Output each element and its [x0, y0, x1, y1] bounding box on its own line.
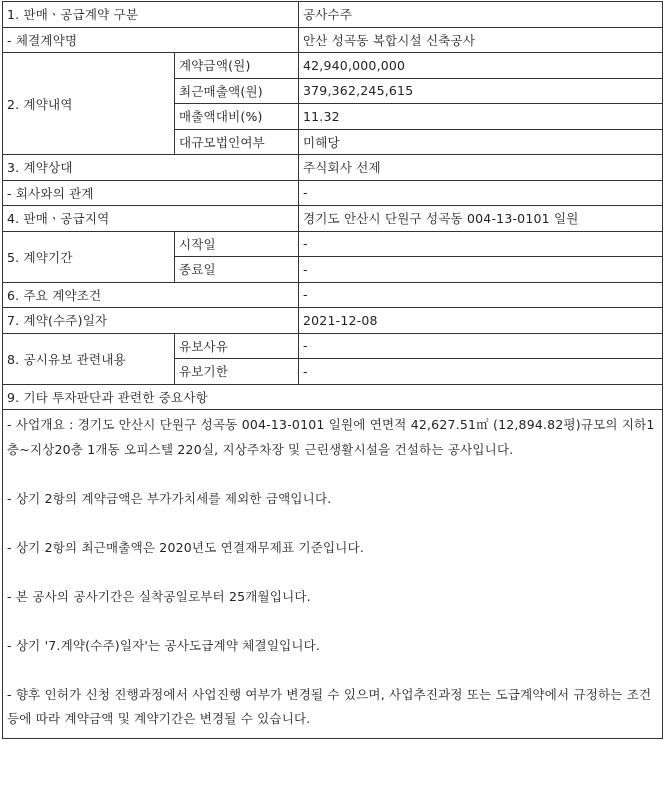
contract-details-label: 2. 계약내역: [3, 53, 175, 155]
relation-label: - 회사와의 관계: [3, 180, 299, 206]
note-paragraph: - 상기 '7.계약(수주)일자'는 공사도급계약 체결일입니다.: [7, 637, 321, 653]
end-date-value: -: [299, 257, 663, 283]
contract-period-label: 5. 계약기간: [3, 231, 175, 282]
large-corp-label: 대규모법인여부: [175, 129, 299, 155]
recent-sales-label: 최근매출액(원): [175, 78, 299, 104]
deferral-label: 8. 공시유보 관련내용: [3, 333, 175, 384]
row-contract-name: [3, 27, 663, 53]
contract-amount-label: 계약금액(원): [175, 53, 299, 79]
contract-disclosure-table: [2, 1, 663, 739]
contract-name-label: - 체결계약명: [3, 27, 299, 53]
row-counterparty: [3, 155, 663, 181]
region-value: 경기도 안산시 단원구 성곡동 004-13-0101 일원: [299, 206, 663, 232]
note-paragraph: - 상기 2항의 최근매출액은 2020년도 연결재무제표 기준입니다.: [7, 539, 365, 555]
contract-date-value: 2021-12-08: [299, 308, 663, 334]
note-paragraph: - 상기 2항의 계약금액은 부가가치세를 제외한 금액입니다.: [7, 490, 332, 506]
note-paragraph: - 본 공사의 공사기간은 실착공일로부터 25개월입니다.: [7, 588, 311, 604]
conditions-label: 6. 주요 계약조건: [3, 282, 299, 308]
end-date-label: 종료일: [175, 257, 299, 283]
row-region: [3, 206, 663, 232]
large-corp-value: 미해당: [299, 129, 663, 155]
row-deferral-reason: [3, 333, 663, 359]
contract-date-label: 7. 계약(수주)일자: [3, 308, 299, 334]
region-label: 4. 판매ㆍ공급지역: [3, 206, 299, 232]
row-conditions: [3, 282, 663, 308]
row-contract-type: [3, 2, 663, 28]
row-contract-date: [3, 308, 663, 334]
counterparty-label: 3. 계약상대: [3, 155, 299, 181]
deferral-reason-label: 유보사유: [175, 333, 299, 359]
deferral-deadline-label: 유보기한: [175, 359, 299, 385]
contract-name-value: 안산 성곡동 복합시설 신축공사: [299, 27, 663, 53]
start-date-label: 시작일: [175, 231, 299, 257]
row-relation: [3, 180, 663, 206]
sales-ratio-value: 11.32: [299, 104, 663, 130]
other-matters-notes: [3, 410, 663, 739]
counterparty-value: 주식회사 선제: [299, 155, 663, 181]
relation-value: -: [299, 180, 663, 206]
start-date-value: -: [299, 231, 663, 257]
row-other-header: [3, 384, 663, 410]
row-period-start: [3, 231, 663, 257]
sales-ratio-label: 매출액대비(%): [175, 104, 299, 130]
deferral-reason-value: -: [299, 333, 663, 359]
recent-sales-value: 379,362,245,615: [299, 78, 663, 104]
contract-type-value: 공사수주: [299, 2, 663, 28]
contract-amount-value: 42,940,000,000: [299, 53, 663, 79]
note-paragraph: - 사업개요 : 경기도 안산시 단원구 성곡동 004-13-0101 일원에 연면적 42,627.51㎡ (12,894.82평)규모의 지하1층~지상20층 1개동 오피스텔 220실, 지상주차장 및 근린생활시설을 건설하는 공사입니다.: [7, 417, 655, 457]
row-contract-amount: [3, 53, 663, 79]
conditions-value: -: [299, 282, 663, 308]
row-other-notes: [3, 410, 663, 739]
note-paragraph: - 향후 인허가 신청 진행과정에서 사업진행 여부가 변경될 수 있으며, 사업추진과정 또는 도급계약에서 규정하는 조건 등에 따라 계약금액 및 계약기간은 변경될 수 있습니다.: [7, 686, 652, 726]
contract-type-label: 1. 판매ㆍ공급계약 구분: [3, 2, 299, 28]
deferral-deadline-value: -: [299, 359, 663, 385]
other-matters-label: 9. 기타 투자판단과 관련한 중요사항: [3, 384, 663, 410]
